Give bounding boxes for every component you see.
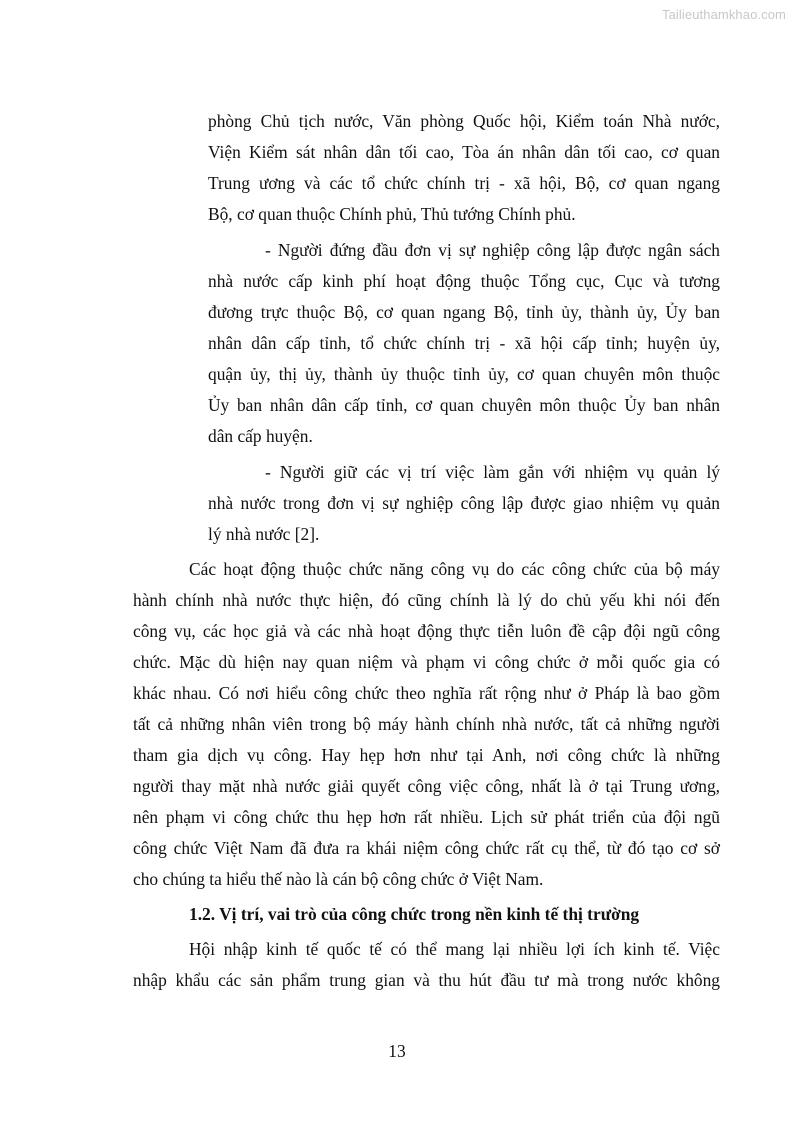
text-line: công chức Việt Nam đã đưa ra khái niệm công chức rất cụ thể, từ đó tạo cơ sở xyxy=(133,838,720,858)
text-line: Trung ương và các tổ chức chính trị - xã hội, Bộ, cơ quan ngang xyxy=(208,173,720,193)
text-line: hành chính nhà nước thực hiện, đó cũng chính là lý do chủ yếu khi nói đến xyxy=(133,590,720,610)
text-line: phòng Chủ tịch nước, Văn phòng Quốc hội, Kiểm toán Nhà nước, xyxy=(208,111,720,131)
text-line: Các hoạt động thuộc chức năng công vụ do các công chức của bộ máy xyxy=(189,559,720,579)
text-line: Viện Kiểm sát nhân dân tối cao, Tòa án nhân dân tối cao, cơ quan xyxy=(208,142,720,162)
text-line: nên phạm vi công chức thu hẹp hơn rất nhiều. Lịch sử phát triển của đội ngũ xyxy=(133,807,720,827)
text-line: người thay mặt nhà nước giải quyết công việc công, nhất là ở tại Trung ương, xyxy=(133,776,720,796)
text-line: - Người giữ các vị trí việc làm gắn với nhiệm vụ quản lý xyxy=(265,462,720,482)
text-line: Bộ, cơ quan thuộc Chính phủ, Thủ tướng Chính phủ. xyxy=(208,204,576,224)
text-line: nhập khẩu các sản phẩm trung gian và thu hút đầu tư mà trong nước không xyxy=(133,970,720,990)
text-line: tham gia dịch vụ công. Hay hẹp hơn như tại Anh, nơi công chức là những xyxy=(133,745,720,765)
text-line: chức. Mặc dù hiện nay quan niệm và phạm vi công chức ở mỗi quốc gia có xyxy=(133,652,720,672)
text-line: Hội nhập kinh tế quốc tế có thể mang lại nhiều lợi ích kinh tế. Việc xyxy=(189,939,720,959)
watermark: Tailieuthamkhao.com xyxy=(661,7,786,22)
text-line: khác nhau. Có nơi hiểu công chức theo nghĩa rất rộng như ở Pháp là bao gồm xyxy=(133,683,720,703)
text-line: dân cấp huyện. xyxy=(208,426,313,446)
text-line: cho chúng ta hiểu thế nào là cán bộ công chức ở Việt Nam. xyxy=(133,869,544,889)
page-number: 13 xyxy=(388,1041,406,1061)
text-line: nhân dân cấp tỉnh, tổ chức chính trị - xã hội cấp tỉnh; huyện ủy, xyxy=(208,333,720,353)
text-line: công vụ, các học giả và các nhà hoạt động thực tiễn luôn đề cập đội ngũ công xyxy=(133,621,720,641)
text-line: đương trực thuộc Bộ, cơ quan ngang Bộ, tỉnh ủy, thành ủy, Ủy ban xyxy=(208,302,720,322)
text-line: nhà nước cấp kinh phí hoạt động thuộc Tổng cục, Cục và tương xyxy=(208,271,720,291)
text-line: lý nhà nước [2]. xyxy=(208,524,320,544)
section-heading: 1.2. Vị trí, vai trò của công chức trong nền kinh tế thị trường xyxy=(189,904,640,924)
text-line: Ủy ban nhân dân cấp tỉnh, cơ quan chuyên môn thuộc Ủy ban nhân xyxy=(208,395,720,415)
text-line: tất cả những nhân viên trong bộ máy hành chính nhà nước, tất cả những người xyxy=(133,714,720,734)
text-line: nhà nước trong đơn vị sự nghiệp công lập được giao nhiệm vụ quản xyxy=(208,493,720,513)
text-line: - Người đứng đầu đơn vị sự nghiệp công lập được ngân sách xyxy=(265,240,720,260)
text-line: quận ủy, thị ủy, thành ủy thuộc tỉnh ủy, cơ quan chuyên môn thuộc xyxy=(208,364,720,384)
